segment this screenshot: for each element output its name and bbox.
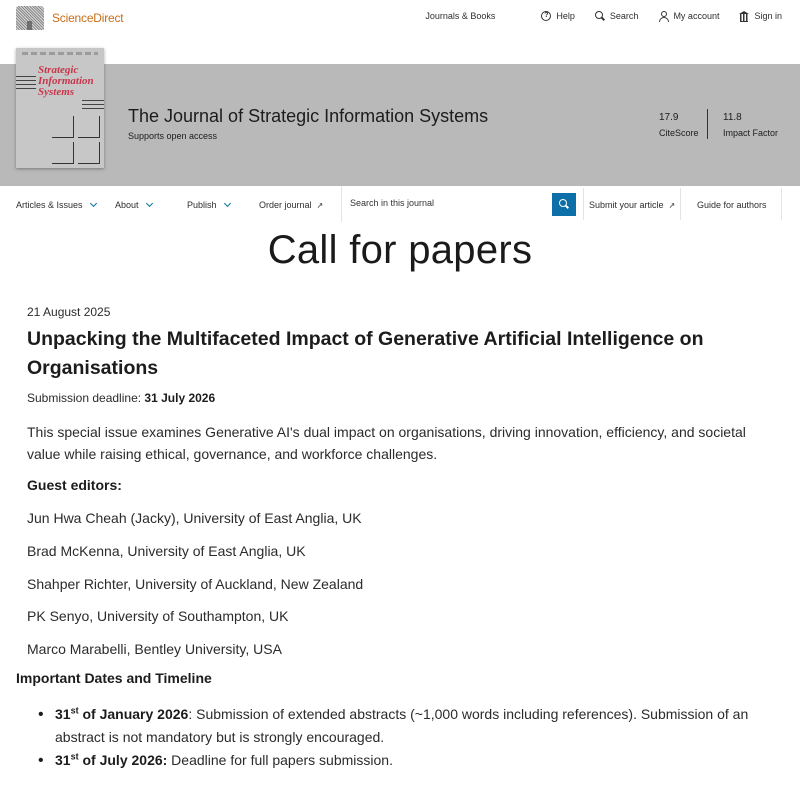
timeline-item: • 31st of July 2026: Deadline for full papers submission. (55, 749, 775, 772)
articles-issues-dropdown[interactable]: Articles & Issues (16, 200, 96, 210)
submission-deadline: Submission deadline: 31 July 2026 (27, 391, 216, 405)
editor-item: PK Senyo, University of Southampton, UK (27, 608, 289, 624)
publish-date: 21 August 2025 (27, 305, 111, 319)
journal-cover-image[interactable] (16, 48, 104, 168)
editor-item: Jun Hwa Cheah (Jacky), University of East Anglia, UK (27, 510, 362, 526)
sciencedirect-logo[interactable] (16, 6, 123, 30)
page-title: Call for papers (267, 228, 533, 272)
important-dates-heading: Important Dates and Timeline (16, 670, 212, 686)
open-access-note: Supports open access (128, 131, 218, 141)
cover-decoration (78, 116, 100, 138)
journal-search-button[interactable] (552, 193, 576, 216)
timeline-list (55, 703, 775, 772)
editor-item: Brad McKenna, University of East Anglia, UK (27, 543, 306, 559)
editor-item: Marco Marabelli, Bentley University, USA (27, 641, 282, 657)
chevron-down-icon (145, 200, 152, 207)
cover-title: Strategic Information Systems (38, 64, 94, 98)
journal-title[interactable]: The Journal of Strategic Information Systems (128, 106, 489, 126)
submit-article-link[interactable]: Submit your article ↗ (589, 200, 676, 210)
timeline-date: 31st of July 2026: (55, 751, 168, 768)
editor-item: Shahper Richter, University of Auckland, New Zealand (27, 576, 364, 592)
journal-search (341, 186, 583, 222)
chevron-down-icon (223, 200, 230, 207)
order-journal-link[interactable]: Order journal ↗ (259, 200, 324, 210)
journal-search-input[interactable] (350, 198, 540, 208)
impact-factor-metric[interactable]: 11.8 Impact Factor (723, 112, 779, 138)
chevron-down-icon (89, 200, 96, 207)
sign-in-link[interactable]: Sign in (739, 11, 782, 21)
external-link-icon: ↗ (316, 200, 324, 210)
nav-divider (680, 188, 681, 220)
elsevier-tree-icon (16, 6, 44, 30)
journals-books-link[interactable]: Journals & Books (425, 11, 496, 21)
top-nav (425, 11, 782, 21)
brand-name: ScienceDirect (52, 11, 124, 25)
publish-dropdown[interactable]: Publish (187, 200, 230, 210)
search-icon (559, 199, 569, 209)
call-title: Unpacking the Multifaceted Impact of Generative Artificial Intelligence on Organisations (27, 328, 704, 379)
top-bar (0, 0, 800, 36)
journal-nav (0, 186, 800, 222)
user-icon (658, 11, 668, 21)
cover-decoration (78, 142, 100, 164)
cover-header-strip (22, 52, 98, 55)
guide-for-authors-link[interactable]: Guide for authors (697, 200, 767, 210)
institution-icon (739, 11, 749, 21)
search-link[interactable]: Search (595, 11, 639, 21)
description: This special issue examines Generative AI's dual impact on organisations, driving innovation, efficiency, and societal value while raising ethical, governance, and workforce challenges. (27, 424, 746, 462)
help-circle-icon: ? (541, 11, 551, 21)
metric-divider (707, 109, 708, 139)
cover-decoration (16, 76, 36, 90)
cover-decoration (82, 100, 104, 110)
my-account-link[interactable]: My account (658, 11, 719, 21)
timeline-date: 31st of January 2026 (55, 705, 189, 722)
citescore-metric[interactable]: 17.9 CiteScore (659, 112, 699, 138)
help-link[interactable]: ? Help (541, 11, 575, 21)
nav-divider (781, 188, 782, 220)
guest-editors-heading: Guest editors: (27, 477, 122, 493)
nav-divider (583, 188, 584, 220)
timeline-item: • 31st of January 2026: Submission of extended abstracts (~1,000 words including references). Submission of an abstract is not mandatory but is strongly encouraged. (55, 703, 775, 749)
search-icon (595, 11, 605, 21)
deadline-date: 31 July 2026 (144, 391, 216, 405)
about-dropdown[interactable]: About (115, 200, 152, 210)
external-link-icon: ↗ (668, 200, 676, 210)
cover-decoration (52, 142, 74, 164)
cover-decoration (52, 116, 74, 138)
